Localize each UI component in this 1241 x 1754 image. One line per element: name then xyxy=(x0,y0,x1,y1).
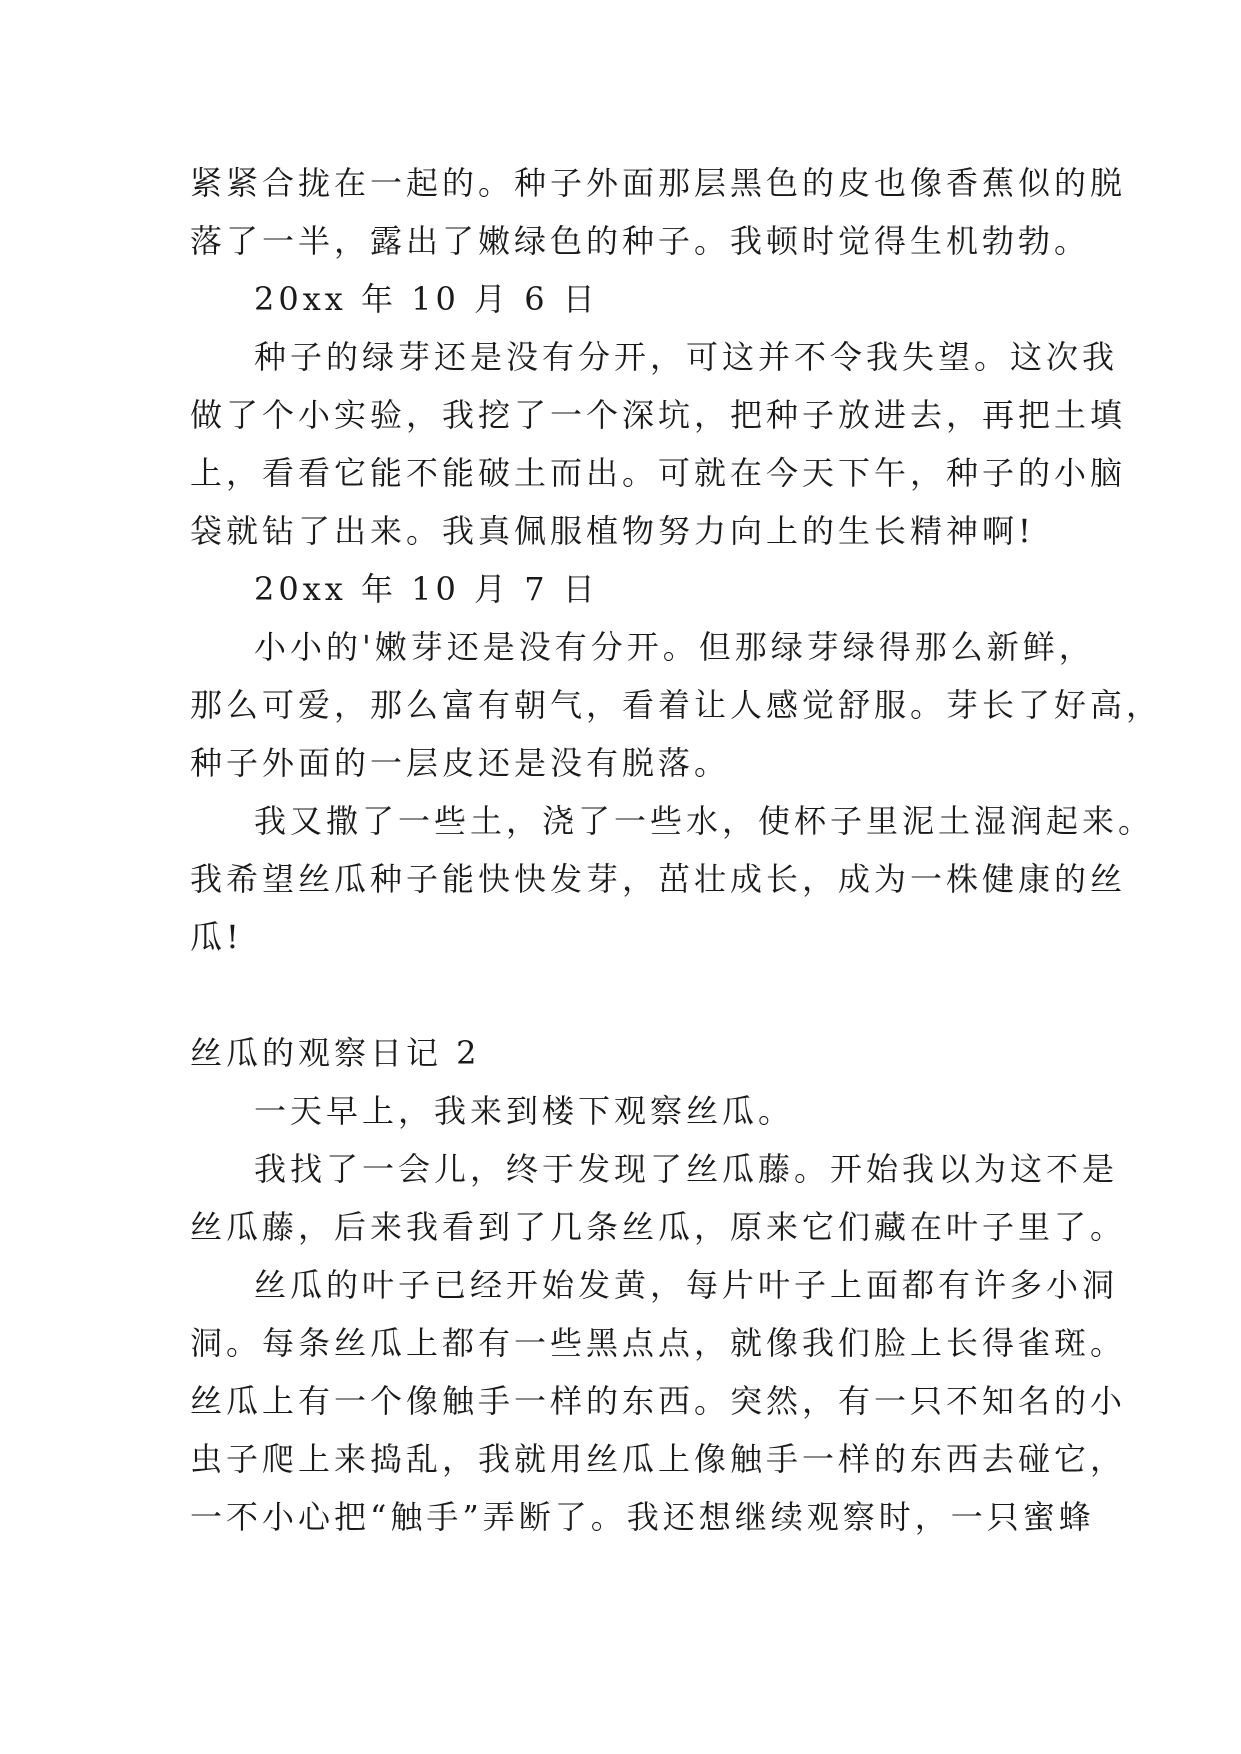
text-line: 小小的'嫩芽还是没有分开。但那绿芽绿得那么新鲜， xyxy=(254,628,1095,666)
text-line: 紧紧合拢在一起的。种子外面那层黑色的皮也像香蕉似的脱 xyxy=(190,164,1127,202)
text-line: 上，看看它能不能破土而出。可就在今天下午，种子的小脑 xyxy=(190,454,1127,492)
text-line: 一不小心把“触手”弄断了。我还想继续观察时，一只蜜蜂 xyxy=(190,1498,1095,1536)
text-line: 虫子爬上来捣乱，我就用丝瓜上像触手一样的东西去碰它， xyxy=(190,1440,1127,1478)
text-line: 丝瓜的叶子已经开始发黄，每片叶子上面都有许多小洞 xyxy=(254,1266,1119,1304)
text-line: 种子外面的一层皮还是没有脱落。 xyxy=(190,744,731,782)
text-line: 瓜! xyxy=(190,918,243,956)
text-line: 我又撒了一些土，浇了一些水，使杯子里泥土湿润起来。 xyxy=(254,802,1155,840)
section-gap xyxy=(190,966,1060,1024)
diary-date: 20xx 年 10 月 7 日 xyxy=(254,570,599,608)
text-line: 做了个小实验，我挖了一个深坑，把种子放进去，再把土填 xyxy=(190,396,1127,434)
text-line: 种子的绿芽还是没有分开，可这并不令我失望。这次我 xyxy=(254,338,1119,376)
section-heading: 丝瓜的观察日记 2 xyxy=(190,1034,481,1072)
text-line: 丝瓜藤，后来我看到了几条丝瓜，原来它们藏在叶子里了。 xyxy=(190,1208,1127,1246)
text-line: 丝瓜上有一个像触手一样的东西。突然，有一只不知名的小 xyxy=(190,1382,1127,1420)
text-line: 我找了一会儿，终于发现了丝瓜藤。开始我以为这不是 xyxy=(254,1150,1119,1188)
diary-date: 20xx 年 10 月 6 日 xyxy=(254,280,599,318)
text-line: 那么可爱，那么富有朝气，看着让人感觉舒服。芽长了好高， xyxy=(190,686,1163,724)
text-line: 袋就钻了出来。我真佩服植物努力向上的生长精神啊! xyxy=(190,512,1035,550)
text-line: 洞。每条丝瓜上都有一些黑点点，就像我们脸上长得雀斑。 xyxy=(190,1324,1127,1362)
document-body xyxy=(190,154,1163,1546)
text-line: 我希望丝瓜种子能快快发芽，茁壮成长，成为一株健康的丝 xyxy=(190,860,1127,898)
text-line: 落了一半，露出了嫩绿色的种子。我顿时觉得生机勃勃。 xyxy=(190,222,1091,260)
text-line: 一天早上，我来到楼下观察丝瓜。 xyxy=(254,1092,795,1130)
